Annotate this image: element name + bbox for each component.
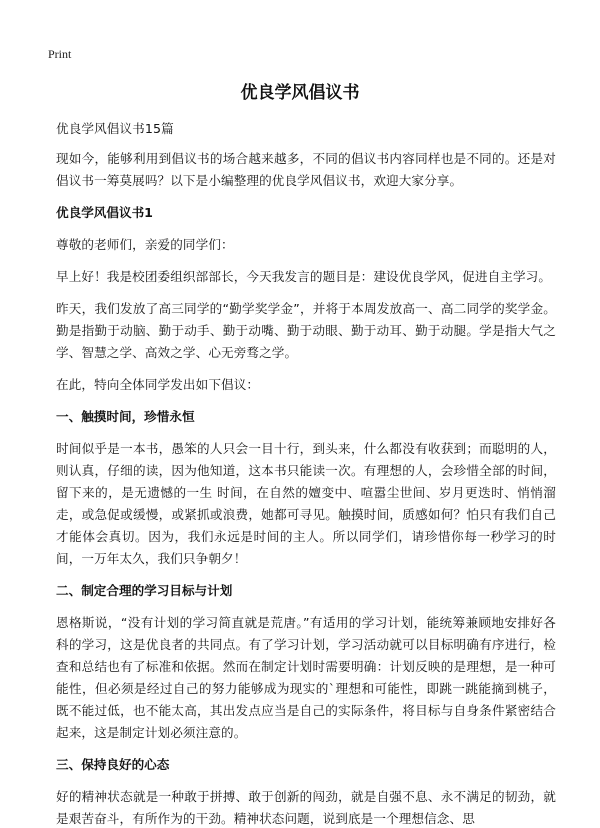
section-title: 优良学风倡议书1: [56, 205, 153, 220]
heading-3: 三、保持良好的心态: [56, 757, 170, 772]
document-body: [56, 118, 556, 828]
paragraph-4: 时间似乎是一本书，愚笨的人只会一目十行，到头来，什么都没有收获到；而聪明的人，则认真，仔细的读，因为他知道，这本书只能读一次。有理想的人，会珍惜全部的时间，留下来的，是无遗憾的一生 时间，在自然的嬗变中、喧嚣尘世间、岁月更迭时、悄悄溜走，或急促或缓慢，或紧抓或浪费，她都可寻见。触摸时间，质感如何？怕只有我们自己才能体会真切。因为，我们永远是时间的主人。所以同学们，请珍惜你每一秒学习的时间，一万年太久，我们只争朝夕！: [56, 441, 556, 566]
paragraph-5: 恩格斯说，“没有计划的学习简直就是荒唐。”有适用的学习计划，能统筹兼顾地安排好各科的学习，这是优良者的共同点。有了学习计划，学习活动就可以目标明确有序进行，检查和总结也有了标准和依据。然而在制定计划时需要明确：计划反映的是理想，是一种可能性，但必须是经过自己的努力能够成为现实的`理想和可能性，即跳一跳能摘到桃子，既不能过低，也不能太高，其出发点应当是自己的实际条件，将目标与自身条件紧密结合起来，这是制定计划必须注意的。: [56, 615, 556, 740]
paragraph-1: 早上好！我是校团委组织部部长，今天我发言的题目是：建设优良学风，促进自主学习。: [56, 269, 552, 284]
greeting-paragraph: 尊敬的老师们，亲爱的同学们：: [56, 237, 234, 252]
paragraph-3: 在此，特向全体同学发出如下倡议：: [56, 377, 260, 392]
heading-2: 二、制定合理的学习目标与计划: [56, 583, 233, 598]
paragraph-2: 昨天，我们发放了高三同学的“勤学奖学金”，并将于本周发放高一、高二同学的奖学金。勤是指勤于动脑、勤于动手、勤于动嘴、勤于动眼、勤于动耳、勤于动腿。学是指大气之学、智慧之学、高效之学、心无旁骛之学。: [56, 301, 556, 360]
intro-paragraph: 现如今，能够利用到倡议书的场合越来越多，不同的倡议书内容同样也是不同的。还是对倡议书一筹莫展吗？以下是小编整理的优良学风倡议书，欢迎大家分享。: [56, 151, 556, 188]
page-title: 优良学风倡议书: [240, 83, 360, 103]
paragraph-6: 好的精神状态就是一种敢于拼搏、敢于创新的闯劲，就是自强不息、永不满足的韧劲，就是艰苦奋斗，有所作为的干劲。精神状态问题，说到底是一个理想信念、思: [56, 789, 556, 826]
document-subtitle: 优良学风倡议书15篇: [56, 121, 174, 136]
heading-1: 一、触摸时间，珍惜永恒: [56, 409, 195, 424]
print-label: Print: [48, 47, 72, 61]
